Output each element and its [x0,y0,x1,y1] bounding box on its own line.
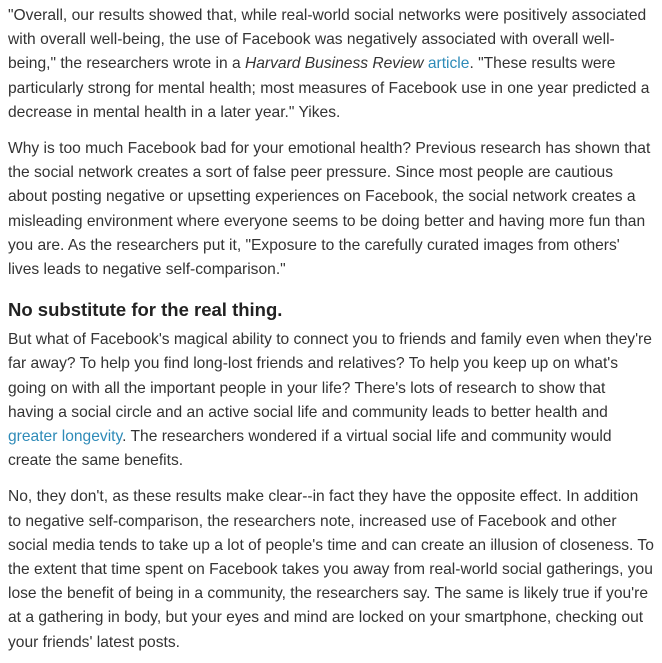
publication-name: Harvard Business Review [244,55,424,73]
paragraph-3-text-b: . The researchers wondered if a virtual social life and community would create the same benefits. [8,428,612,470]
paragraph-3-text-a: But what of Facebook's magical ability to connect you to friends and family even when they're far away? To help you find long-lost friends and relatives? To help you keep up on what's going on with all the important people in your life? There's lots of research to show that having a social circle and an active social life and community leads to better health and [8,331,652,421]
section-heading: No substitute for the real thing. [8,299,283,321]
paragraph-1-text-a: "Overall, our results showed that, while real-world social networks were positively associated with overall well-being, the use of Facebook was negatively associated with overall well-being," the researchers wrote in a [8,7,647,73]
greater-longevity-link[interactable]: greater longevity [8,428,123,446]
paragraph-2: Why is too much Facebook bad for your emotional health? Previous research has shown that the social network creates a sort of false peer pressure. Since most people are cautious about posting negative or upsetting experiences on Facebook, the social network creates a misleading environment where everyone seems to be doing better and having more fun than you are. As the researchers put it, "Exposure to the carefully curated images from others' lives leads to negative self-comparison." [8,140,651,279]
paragraph-1 [8,4,654,125]
paragraph-3 [8,328,654,473]
paragraph-1-text-b: . "These results were particularly strong for mental health; most measures of Facebook use in one year predicted a decrease in mental health in a later year." Yikes. [8,55,650,121]
paragraph-4: No, they don't, as these results make clear--in fact they have the opposite effect. In addition to negative self-comparison, the researchers note, increased use of Facebook and other social media tends to take up a lot of people's time and can create an illusion of closeness. To the extent that time spent on Facebook takes you away from real-world social gatherings, you lose the benefit of being in a community, the researchers say. The same is likely true if you're at a gathering in body, but your eyes and mind are locked on your smartphone, checking out your friends' latest posts. [8,488,654,651]
article-link[interactable]: article [427,55,470,73]
